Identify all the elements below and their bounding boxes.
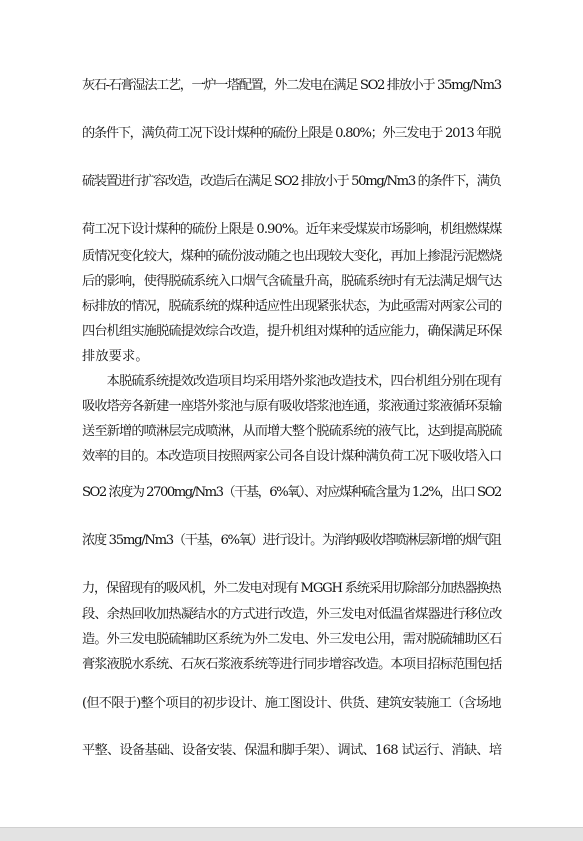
text-line: 本脱硫系统提效改造项目均采用塔外浆池改造技术，四台机组分别在现有 xyxy=(82,374,502,389)
text-line: 标排放的情况，脱硫系统的煤种适应性出现紧张状态，为此亟需对两家公司的 xyxy=(82,299,502,314)
text-line: 平整、设备基础、设备安装、保温和脚手架）、调试、168 试运行、消缺、培 xyxy=(82,743,502,758)
page-bottom-strip xyxy=(0,827,583,841)
text-line: 浓度 35mg/Nm3（干基，6%氧）进行设计。为消纳吸收塔喷淋层新增的烟气阻 xyxy=(82,533,501,548)
text-line: 的条件下，满负荷工况下设计煤种的硫份上限是 0.80%；外三发电于 2013 年脱 xyxy=(82,126,501,141)
text-line: 力，保留现有的吸风机，外二发电对现有 MGGH 系统采用切除部分加热器换热 xyxy=(82,581,501,596)
text-line: 灰石-石膏湿法工艺，一炉一塔配置，外二发电在满足 SO2 排放小于 35mg/Nm3 xyxy=(82,78,501,93)
text-line: 质情况变化较大，煤种的硫份波动随之也出现较大变化，再加上掺混污泥燃烧 xyxy=(82,249,502,264)
text-line: (但不限于)整个项目的初步设计、施工图设计、供货、建筑安装施工（含场地 xyxy=(82,696,501,711)
text-line: 吸收塔旁各新建一座塔外浆池与原有吸收塔浆池连通，浆液通过浆液循环泵输 xyxy=(82,399,502,414)
text-line: SO2 浓度为 2700mg/Nm3（干基，6%氧）、对应煤种硫含量为 1.2%，出口 SO2 xyxy=(82,485,501,500)
text-line: 后的影响，使得脱硫系统入口烟气含硫量升高，脱硫系统时有无法满足烟气达 xyxy=(82,274,502,289)
text-line: 硫装置进行扩容改造，改造后在满足 SO2 排放小于 50mg/Nm3 的条件下，满负 xyxy=(82,174,501,189)
text-line: 四台机组实施脱硫提效综合改造，提升机组对煤种的适应能力，确保满足环保 xyxy=(82,324,502,339)
text-line: 排放要求。 xyxy=(82,349,149,364)
text-line: 送至新增的喷淋层完成喷淋，从而增大整个脱硫系统的液气比，达到提高脱硫 xyxy=(82,424,502,439)
text-line: 膏浆液脱水系统、石灰石浆液系统等进行同步增容改造。本项目招标范围包括 xyxy=(82,657,502,672)
text-line: 段、余热回收加热凝结水的方式进行改造，外三发电对低温省煤器进行移位改 xyxy=(82,607,502,622)
text-line: 效率的目的。本改造项目按照两家公司各自设计煤种满负荷工况下吸收塔入口 xyxy=(82,449,502,464)
text-line: 荷工况下设计煤种的硫份上限是 0.90%。近年来受煤炭市场影响，机组燃煤煤 xyxy=(82,222,502,237)
text-line: 造。外三发电脱硫辅助区系统为外二发电、外三发电公用，需对脱硫辅助区石 xyxy=(82,632,502,647)
